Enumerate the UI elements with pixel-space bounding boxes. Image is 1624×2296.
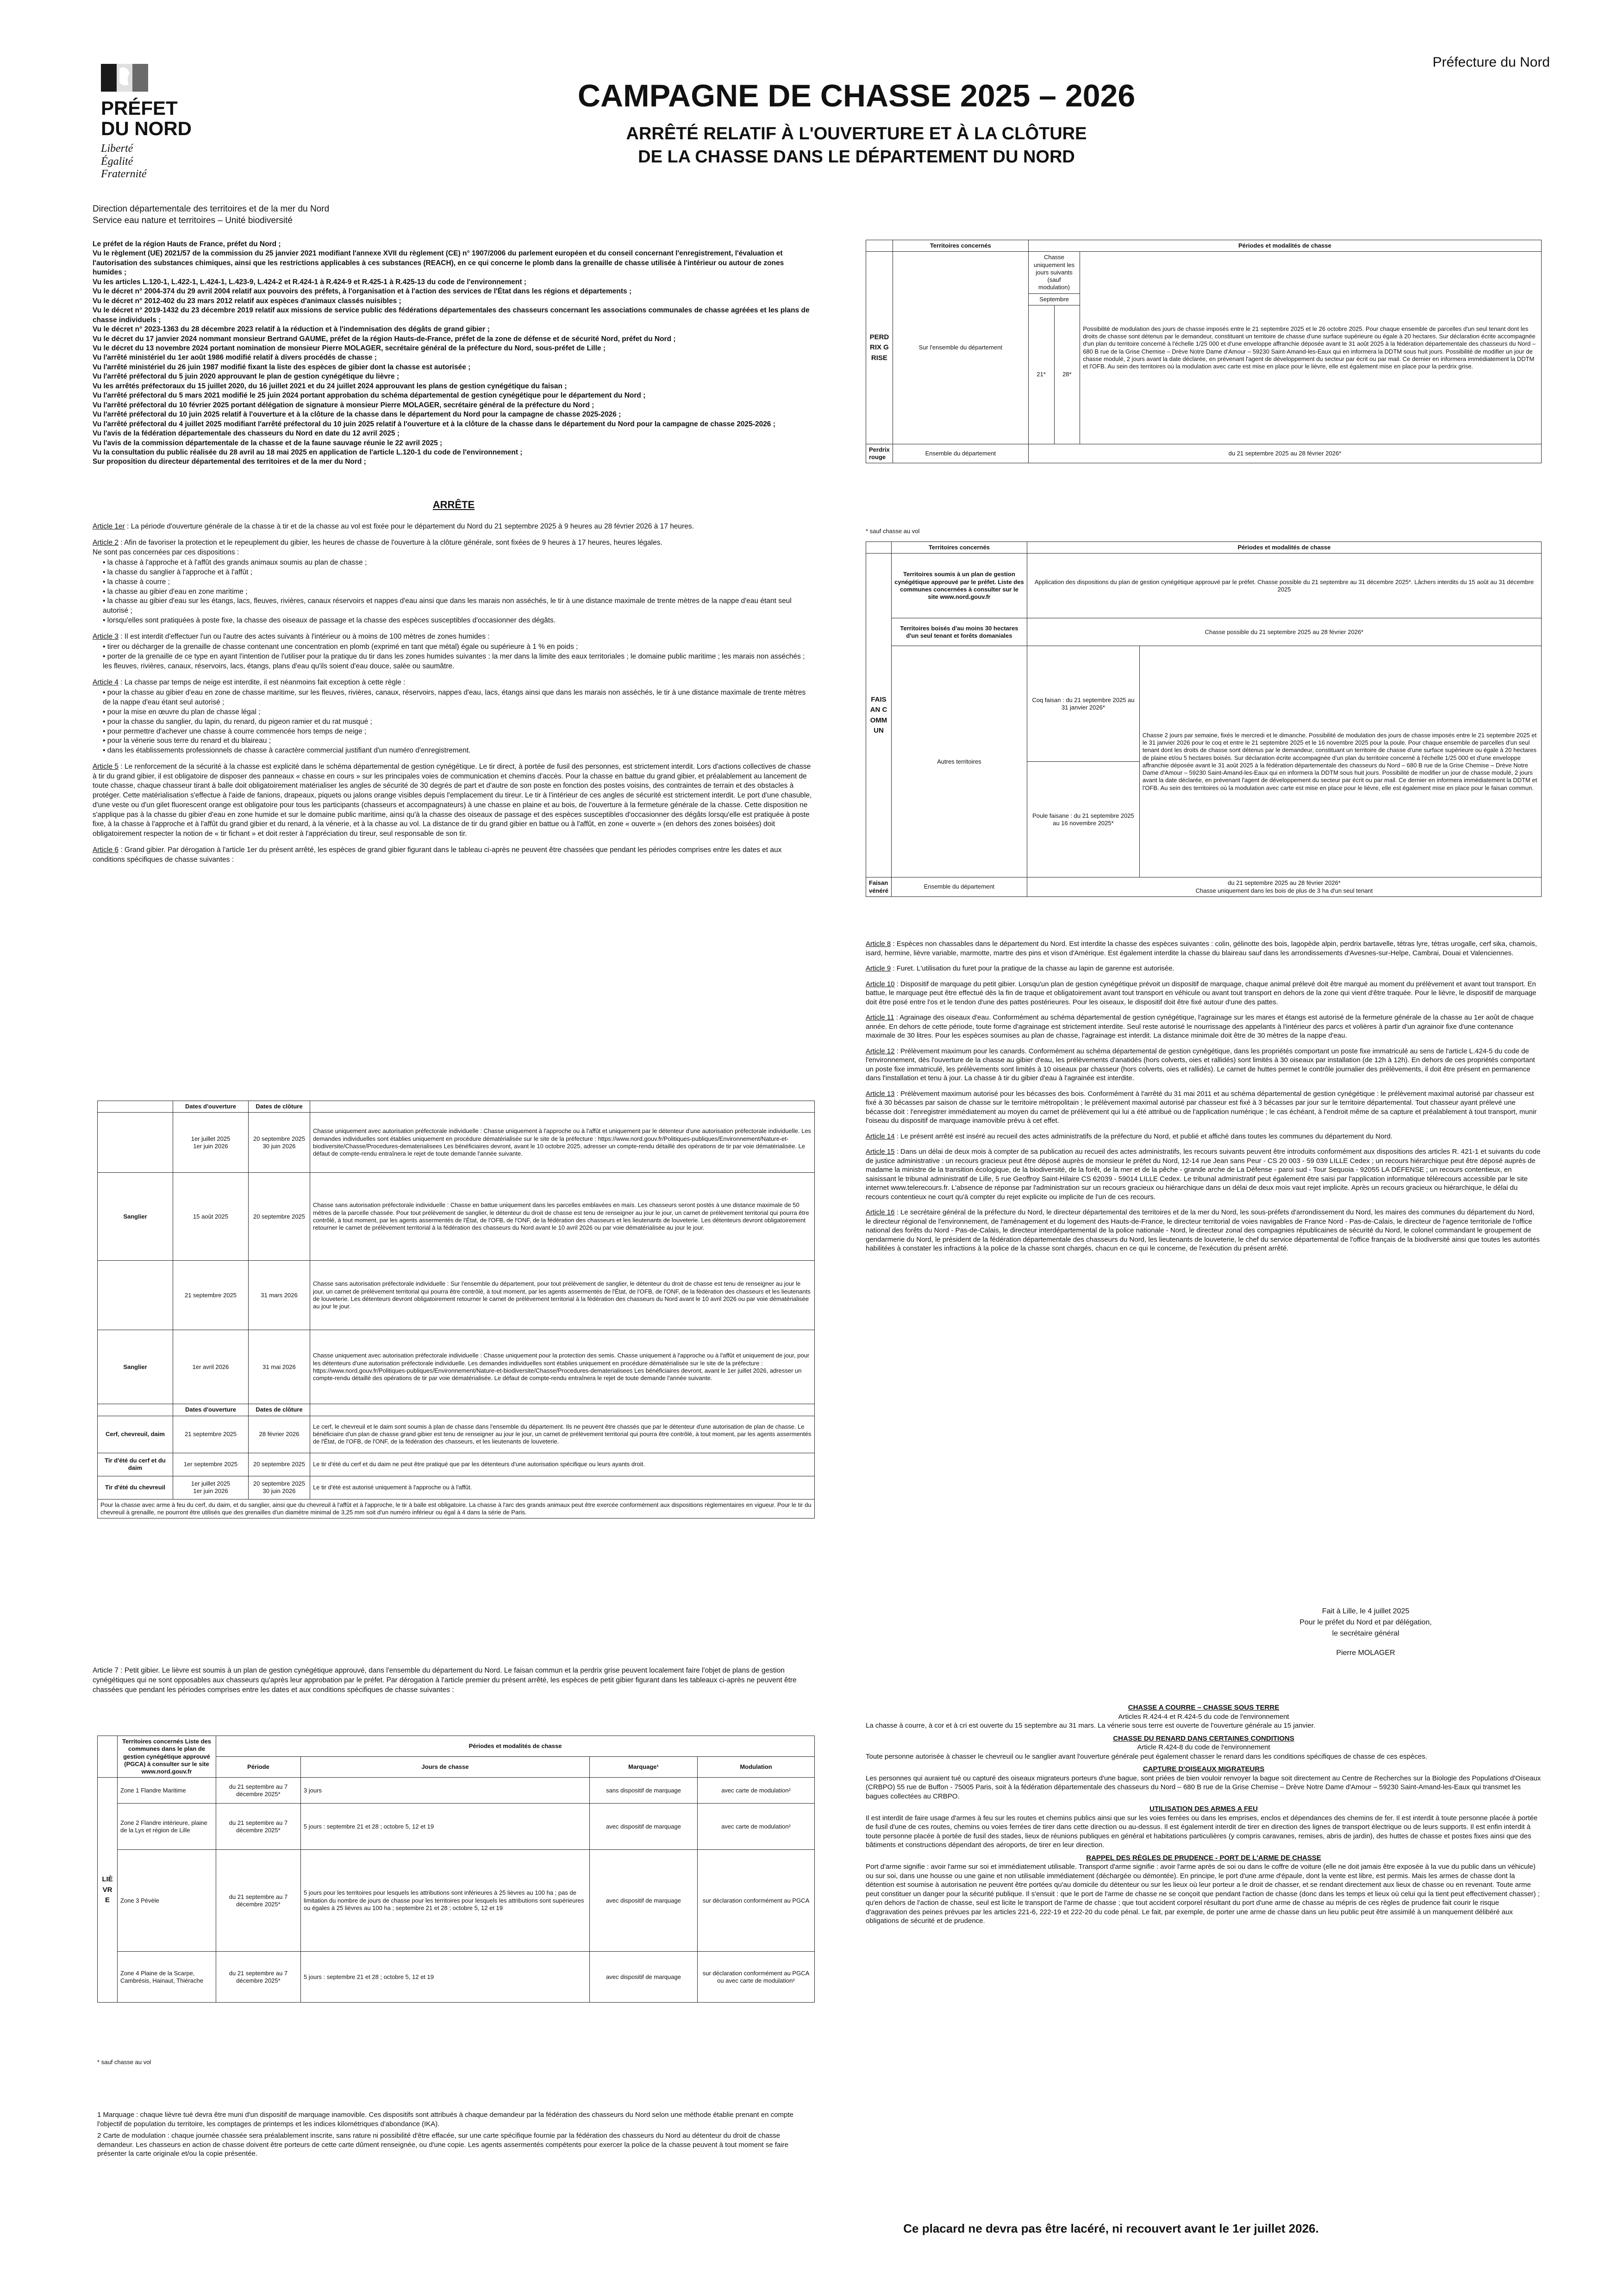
modulation-cell: avec carte de modulation² xyxy=(698,1778,815,1804)
article-4 xyxy=(93,678,815,756)
list-item: • la chasse à l'approche et à l'affût des grands animaux soumis au plan de chasse ; xyxy=(103,558,815,568)
article-title: Article 15 xyxy=(866,1148,895,1156)
signature-line2: le secrétaire général xyxy=(1332,1630,1399,1637)
species-cell: Sanglier xyxy=(98,1330,173,1404)
perdrix-table xyxy=(866,240,1542,463)
species-cell xyxy=(98,1113,173,1173)
article-title: Article 11 xyxy=(866,1014,894,1021)
table-row xyxy=(98,1261,815,1330)
close-date-cell: 20 septembre 2025 xyxy=(249,1453,310,1476)
species-cell: Tir d'été du chevreuil xyxy=(98,1476,173,1499)
periode-cell: du 21 septembre au 7 décembre 2025* xyxy=(216,1804,301,1850)
table-header xyxy=(866,240,893,252)
article-title: Article 6 xyxy=(93,846,119,854)
visa: Vu les arrêtés préfectoraux du 15 juillet 2020, du 16 juillet 2021 et du 24 juillet 2024 approuvant les plans de gestion cynégétique du faisan ; xyxy=(93,382,567,390)
page-subtitle1: ARRÊTÉ RELATIF À L'OUVERTURE ET À LA CLÔTURE xyxy=(626,124,1087,143)
zone-cell: Zone 3 Pévèle xyxy=(118,1850,216,1952)
marquage-cell: sans dispositif de marquage xyxy=(590,1778,698,1804)
table-row xyxy=(866,646,1542,762)
article-title: Article 8 xyxy=(866,940,891,948)
visa: Vu le décret n° 2023-1363 du 28 décembre 2023 relatif à la réduction et à l'indemnisation des dégâts de grand gibier ; xyxy=(93,325,490,334)
table-header xyxy=(310,1101,815,1113)
territory-cell: Ensemble du département xyxy=(893,444,1028,463)
visa: Vu l'arrêté ministériel du 26 juin 1987 modifié fixant la liste des espèces de gibier dont la chasse est autorisée ; xyxy=(93,363,471,371)
conditions-cell: Le cerf, le chevreuil et le daim sont soumis à plan de chasse dans l'ensemble du département. Ils ne peuvent être chassés que par le détenteur d'une autorisation de plan de chasse. Le bénéficiaire d'un plan de chasse grand gibier est tenu de renseigner au jour le jour, un carnet de prélèvement territorial qui pourra être contrôlé, à tout moment, par les agents assermentés de l'État, de l'OFB, de l'ONF, de la fédération des chasseurs, et les lieutenants de louveterie. xyxy=(310,1416,815,1453)
table-row xyxy=(98,1330,815,1404)
direction-line1: Direction départementale des territoires et de la mer du Nord xyxy=(93,204,330,214)
marquage-cell: avec dispositif de marquage xyxy=(590,1804,698,1850)
periode-cell: du 21 septembre au 7 décembre 2025* xyxy=(216,1850,301,1952)
species-label: FAISAN COMMUN xyxy=(866,554,892,877)
zone-cell: Zone 1 Flandre Maritime xyxy=(118,1778,216,1804)
table-header: Dates d'ouverture xyxy=(173,1101,249,1113)
conditions-cell: Le tir d'été est autorisé uniquement à l'approche ou à l'affût. xyxy=(310,1476,815,1499)
open-date-cell: 1er juillet 2025 1er juin 2026 xyxy=(173,1476,249,1499)
visa: Vu le décret n° 2019-1432 du 23 décembre 2019 relatif aux missions de service public des fédérations départementales des chasseurs concernant les associations communales de chasse agréées et les plans de chasse individuels ; xyxy=(93,306,810,324)
table-header: Jours de chasse xyxy=(301,1757,590,1778)
zone-cell: Zone 4 Plaine de la Scarpe, Cambrésis, Hainaut, Thiérache xyxy=(118,1952,216,2003)
species-cell: Tir d'été du cerf et du daim xyxy=(98,1453,173,1476)
modalites-cell: Chasse possible du 21 septembre 2025 au 28 février 2026* xyxy=(1027,618,1541,646)
visa: Vu le décret du 17 janvier 2024 nommant monsieur Bertrand GAUME, préfet de la région Hauts-de-France, préfet de la zone de défense et de sécurité Nord, préfet du Nord ; xyxy=(93,335,676,343)
table-row xyxy=(98,1850,815,1952)
annex-text: Les personnes qui auraient tué ou capturé des oiseaux migrateurs porteurs d'une bague, sont priées de bien vouloir renvoyer la bague soit directement au Centre de Recherches sur la Biologie des Populations d'Oiseaux (CRBPO) 55 rue de Buffon - 75005 Paris, soit à la fédération départementale des chasseurs du Nord – 680 B rue de la Grise Chemise – Drève Notre Dame d'Amour – 59230 Saint-Amand-les-Eaux qui transmet les bagues collectées au CRBPO. xyxy=(866,1774,1541,1800)
visa: Vu l'arrêté préfectoral du 10 juin 2025 relatif à l'ouverture et à la clôture de la chasse dans le département du Nord pour la campagne de chasse 2025-2026 ; xyxy=(93,411,621,419)
list-item: • la chasse du sanglier à l'approche et à l'affût ; xyxy=(103,568,815,578)
lievre-table xyxy=(97,1736,815,2003)
table-header: Modulation xyxy=(698,1757,815,1778)
page-title: CAMPAGNE DE CHASSE 2025 – 2026 xyxy=(577,78,1136,113)
visa: Vu la consultation du public réalisée du 28 avril au 18 mai 2025 en application de l'article L.120-1 du code de l'environnement ; xyxy=(93,448,523,456)
arrete-heading: ARRÊTE xyxy=(432,499,475,510)
jours-cell: 3 jours xyxy=(301,1778,590,1804)
article-text: : Il est interdit d'effectuer l'un ou l'autre des actes suivants à l'intérieur ou à moins de 100 mètres de zones humides : xyxy=(119,632,490,641)
prefecture-corner-label: Préfecture du Nord xyxy=(1432,55,1550,70)
list-item: • lorsqu'elles sont pratiquées à poste fixe, la chasse des oiseaux de passage et la chasse des espèces susceptibles d'occasionner des dégâts. xyxy=(103,616,815,626)
article-text: : Furet. L'utilisation du furet pour la pratique de la chasse au lapin de garenne est autorisée. xyxy=(891,964,1174,972)
signature-name: Pierre MOLAGER xyxy=(1336,1649,1395,1657)
article-10 xyxy=(866,980,1542,1007)
annex-section xyxy=(866,1734,1542,1761)
list-item: • pour la vénerie sous terre du renard et du blaireau ; xyxy=(103,736,815,746)
territory-cell: Autres territoires xyxy=(891,646,1027,877)
article-text: : Espèces non chassables dans le département du Nord. Est interdite la chasse des espèces suivantes : colin, gélinotte des bois, lagopède alpin, perdrix bartavelle, tétras lyre, tétras urogalle, cerf sika, chamois, isard, hermine, lièvre variable, marmotte, martre des pins et vison d'Amérique. Est également interdite la chasse du blaireau sauf dans les arrondissements d'Avesnes-sur-Helpe, Cambrai, Douai et Valenciennes. xyxy=(866,940,1537,957)
table-row xyxy=(866,554,1542,618)
article-title: Article 13 xyxy=(866,1089,895,1098)
marquage-cell: avec dispositif de marquage xyxy=(590,1952,698,2003)
article-16 xyxy=(866,1208,1542,1253)
species-cell xyxy=(98,1261,173,1330)
article-15 xyxy=(866,1147,1542,1201)
visa: Vu l'avis de la fédération départementale des chasseurs du Nord en date du 12 avril 2025 ; xyxy=(93,429,400,438)
table-header: Dates de clôture xyxy=(249,1101,310,1113)
table-row xyxy=(98,1778,815,1804)
visa: Vu l'avis de la commission départementale de la chasse et de la faune sauvage réunie le 22 avril 2025 ; xyxy=(93,439,443,447)
article-text: : Prélèvement maximum autorisé pour les bécasses des bois. Conformément à l'arrêté du 31 mai 2011 et au schéma départemental de gestion cynégétique : le prélèvement maximal autorisé par chasseur est fixé à 30 bécasses par saison de chasse sur le territoire métropolitain ; le prélèvement maximal autorisé par chasseur est fixé à 3 bécasses par jour sur le territoire départemental. Tout chasseur ayant prélevé une bécasse doit : l'enregistrer immédiatement au moyen du carnet de prélèvement qui lui a été attribué ou de l'application numérique ; le cas échéant, à l'endroit même de sa capture et préalablement à tout transport, munir l'oiseau du dispositif de marquage inamovible prévu à cet effet. xyxy=(866,1089,1537,1125)
visa: Vu l'arrêté préfectoral du 10 février 2025 portant délégation de signature à monsieur Pierre MOLAGER, secrétaire général de la préfecture du Nord ; xyxy=(93,401,594,409)
articles-right xyxy=(866,940,1542,1260)
article-text: : Grand gibier. Par dérogation à l'article 1er du présent arrêté, les espèces de grand gibier figurant dans le tableau ci-après ne peuvent être chassées que pendant les périodes comprises entre les dates et aux conditions spécifiques de chasse suivantes : xyxy=(93,846,782,864)
conditions-cell: Chasse sans autorisation préfectorale individuelle : Sur l'ensemble du département, pour tout prélèvement de sanglier, le détenteur du droit de chasse est tenu de renseigner au jour le jour, un carnet de prélèvement territorial qui pourra être contrôlé, à tout moment, par les agents assermentés de l'État, de l'OFB, de l'ONF, de la fédération des chasseurs et les lieutenants de louveterie. Les détenteurs devront obligatoirement retourner le carnet de prélèvement territorial à la fédération des chasseurs du Nord avant le 10 avril 2026 ou par voie dématérialisée au jour le jour. xyxy=(310,1261,815,1330)
list-item: • la chasse au gibier d'eau en zone maritime ; xyxy=(103,587,815,597)
table-header: Périodes et modalités de chasse xyxy=(1027,542,1541,554)
periode-cell: du 21 septembre au 7 décembre 2025* xyxy=(216,1778,301,1804)
visa: Sur proposition du directeur départemental des territoires et de la mer du Nord ; xyxy=(93,458,366,466)
territory-cell: Ensemble du département xyxy=(891,877,1027,897)
annex-heading: CHASSE DU RENARD DANS CERTAINES CONDITIONS xyxy=(1113,1734,1294,1742)
motto-liberte: Liberté xyxy=(101,143,133,155)
annex-heading: CAPTURE D'OISEAUX MIGRATEURS xyxy=(1143,1765,1265,1773)
annex-block xyxy=(866,1703,1542,1926)
open-date-cell: 21 septembre 2025 xyxy=(173,1261,249,1330)
venere-period: du 21 septembre 2025 au 28 février 2026* xyxy=(1228,879,1341,887)
annex-heading: RAPPEL DES RÈGLES DE PRUDENCE - PORT DE L'ARME DE CHASSE xyxy=(1086,1854,1321,1862)
articles-left xyxy=(93,522,815,871)
article-title: Article 10 xyxy=(866,980,895,988)
visa: Le préfet de la région Hauts de France, préfet du Nord ; xyxy=(93,240,281,248)
article-text: : Le présent arrêté est inséré au recueil des actes administratifs de la préfecture du Nord, et publié et affiché dans toutes les communes du département du Nord. xyxy=(894,1132,1393,1140)
article-text: : Agrainage des oiseaux d'eau. Conformément au schéma départemental de gestion cynégétique, l'agrainage sur les mares et étangs est autorisé de la fermeture générale de la chasse au 1er août de chaque année. En dehors de cette période, toute forme d'agrainage est strictement interdite. Seul reste autorisé le nourrissage des appelants à l'intérieur des parcs et volières à partir d'un agrainoir fixe d'une contenance maximale de 30 litres. Pour les espèces soumises au plan de chasse, l'agrainage est interdit. La distance minimale doit être de 30 mètres de la nappe d'eau. xyxy=(866,1014,1534,1039)
table-header: Territoires concernés xyxy=(891,542,1027,554)
grand-gibier-table xyxy=(97,1101,815,1518)
list-item: • pour permettre d'achever une chasse à courre commencée hors temps de neige ; xyxy=(103,727,815,737)
visa: Vu l'arrêté préfectoral du 5 juin 2020 approuvant le plan de gestion cynégétique du lièvre ; xyxy=(93,373,400,381)
article-13 xyxy=(866,1089,1542,1126)
territory-cell: Territoires soumis à un plan de gestion cynégétique approuvé par le préfet. Liste des communes concernées à consulter sur le site www.nord.gouv.fr xyxy=(891,554,1027,618)
marianne-logo xyxy=(101,59,152,96)
article-text: : Dispositif de marquage du petit gibier. Lorsqu'un plan de gestion cynégétique prévoit un dispositif de marquage, chaque animal prélevé doit être marqué au moment du prélèvement et avant tout transport. En battue, le marquage peut être effectué dès la fin de traque et obligatoirement avant tout transport en véhicule ou avant tout transport en dehors de la zone qui vient d'être traquée. Pour le lièvre, le dispositif de marquage doit être posé entre l'os et le tendon d'une des pattes postérieures. Pour les oiseaux, le dispositif doit être fixé autour d'une des pattes. xyxy=(866,980,1537,1006)
species-cell: Cerf, chevreuil, daim xyxy=(98,1416,173,1453)
species-label: PERDRIX GRISE xyxy=(866,252,893,444)
close-date-cell: 20 septembre 2025 xyxy=(249,1173,310,1261)
jours-cell: 5 jours : septembre 21 et 28 ; octobre 5, 12 et 19 xyxy=(301,1804,590,1850)
poule-cell: Poule faisane : du 21 septembre 2025 au 16 novembre 2025* xyxy=(1027,762,1139,877)
article-1 xyxy=(93,522,815,532)
annex-text: Toute personne autorisée à chasser le chevreuil ou le sanglier avant l'ouverture générale peut également chasser le renard dans les conditions spécifiques de chasse de ces espèces. xyxy=(866,1752,1427,1761)
article-7 xyxy=(93,1666,815,1695)
signature-block xyxy=(1250,1606,1481,1659)
page-subtitle2: DE LA CHASSE DANS LE DÉPARTEMENT DU NORD xyxy=(638,147,1075,167)
article-9 xyxy=(866,964,1542,973)
close-date-cell: 20 septembre 2025 30 juin 2026 xyxy=(249,1113,310,1173)
list-item: • tirer ou décharger de la grenaille de chasse contenant une concentration en plomb (exprimé en tant que métal) égale ou supérieure à 1 % en poids ; xyxy=(103,642,815,652)
article-14 xyxy=(866,1132,1542,1141)
sub-header: Chasse uniquement les jours suivants (sauf modulation) xyxy=(1028,252,1080,293)
article-6 xyxy=(93,846,815,865)
annex-subheading: Article R.424-8 du code de l'environnement xyxy=(1137,1743,1270,1751)
article-text: : Le renforcement de la sécurité à la chasse est explicité dans le schéma départemental de gestion cynégétique. Le tir direct, à portée de fusil des personnes, est strictement interdit. Lors d'actions collectives de chasse à tir du grand gibier, il est obligatoire de disposer des panneaux « chasse en cours » sur les principales voies de communication et chemins d'accès. Pour la chasse en battue du grand gibier, et préalablement au lancement de toute chasse, chaque chasseur tirant à balle doit obligatoirement matérialiser les angles de sécurité de 30 degrés de part et d'autre de son poste en fonction des postes voisins, des contraintes de terrain et des obstacles à protéger. Cette matérialisation s'effectue à l'aide de fanions, drapeaux, piquets ou jalons orange visibles depuis l'emplacement du tireur. Le tir à l'intérieur de ces angles de sécurité est strictement interdit. Le port d'une chasuble, d'une veste ou d'un gilet fluorescent orange est obligatoire pour tous les participants (chasseurs et accompagnateurs) à une chasse en plaine et au bois, de l'ouverture à la fermeture générale de la chasse. Cette disposition ne s'applique pas à la chasse du gibier d'eau en zone humide et sur le domaine public maritime, ainsi qu'à la chasse des oiseaux de passage et des espèces susceptibles d'occasionner des dégâts lorsqu'elle est pratiquée à poste fixe, à la chasse à l'approche et à l'affût du grand gibier et du renard, à la vénerie, et à la chasse au vol. La distance de tir du grand gibier en battue ou à l'affût, en zone « ouverte » (en dehors des zones boisées) doit obligatoirement respecter la notion de « tir fichant » et doit rester à l'appréciation du tireur, seul responsable de son tir. xyxy=(93,762,812,838)
open-date-cell: 1er juillet 2025 1er juin 2026 xyxy=(173,1113,249,1173)
signature-date: Fait à Lille, le 4 juillet 2025 xyxy=(1322,1607,1410,1615)
day-cell: 21* xyxy=(1028,305,1054,444)
footnote-modulation: 2 Carte de modulation : chaque journée chassée sera préalablement inscrite, sans rature ni possibilité d'être effacée, sur une carte spécifique fournie par la fédération des chasseurs du Nord au détenteur du droit de chasse demandeur. Les chasseurs en action de chasse doivent être porteurs de cette carte dûment renseignée, ou d'une copie. Les agents assermentés compétents pour exercer la police de la chasse peuvent à tout moment se faire présenter la carte originale et/ou la copie présentée. xyxy=(97,2132,788,2158)
article-title: Article 16 xyxy=(866,1208,895,1216)
modalites-cell: Possibilité de modulation des jours de chasse imposés entre le 21 septembre 2025 et le 26 octobre 2025. Pour chaque ensemble de parcelles d'un seul tenant dont les droits de chasse sont détenus par le demandeur, constituant un territoire de chasse d'une surface supérieure ou égale à 20 hectares. Sur déclaration écrite accompagnée d'un plan du territoire concerné à l'échelle 1/25 000 et d'une enveloppe affranchie déposée avant le 31 août 2025 à la fédération départementale des chasseurs du Nord – 680 B rue de la Grise Chemise – Drève Notre Dame d'Amour – 59230 Saint-Amand-les-Eaux qui en informera la DDTM sous huit jours. Possibilité de modifier un jour de chasse modulé, 2 jours avant la date déclarée, en prévenant l'agent de développement du secteur par écrit ou par mail. Ce dernier en informera immédiatement la DDTM et l'OFB. Au sein des territoires où la modulation avec carte est mise en place pour le lièvre, elle est également mise en place pour la perdrix grise. xyxy=(1080,252,1542,444)
table-row xyxy=(98,1499,815,1518)
open-date-cell: 15 août 2025 xyxy=(173,1173,249,1261)
table-header: Territoires concernés xyxy=(893,240,1028,252)
table-header: Dates de clôture xyxy=(249,1404,310,1416)
marquage-cell: avec dispositif de marquage xyxy=(590,1850,698,1952)
coq-cell: Coq faisan : du 21 septembre 2025 au 31 janvier 2026* xyxy=(1027,646,1139,762)
table-row xyxy=(98,1416,815,1453)
article-title: Article 4 xyxy=(93,678,119,686)
table-header: Dates d'ouverture xyxy=(173,1404,249,1416)
conditions-cell: Chasse sans autorisation préfectorale individuelle : Chasse en battue uniquement dans les parcelles emblavées en maïs. Les chasseurs seront postés à une distance maximale de 50 mètres de la parcelle chassée. Pour tout prélèvement de sanglier, le détenteur du droit de chasse est tenu de renseigner au jour le jour, un carnet de prélèvement territorial qui pourra être contrôlé, à tout moment, par les agents assermentés de l'État, de l'OFB, de l'ONF, de la fédération des chasseurs et les lieutenants de louveterie. Les détenteurs devront obligatoirement retourner le carnet de prélèvement territorial à la fédération des chasseurs du Nord avant le 10 avril 2026 ou par voie dématérialisée au jour le jour. xyxy=(310,1173,815,1261)
prefet-line2: DU NORD xyxy=(101,118,192,140)
table-header xyxy=(98,1736,118,1778)
annex-text: Il est interdit de faire usage d'armes à feu sur les routes et chemins publics ainsi que sur les voies ferrées ou dans les emprises, enclos et dépendances des chemins de fer. Il est interdit à toute personne placée à portée de fusil d'une de ces routes, chemins ou voies ferrées de tirer dans cette direction ou au-dessus. Il est également interdit de tirer en direction des lignes de transport électrique ou de leurs supports. Il est enfin interdit à toute personne placée à portée de fusil des stades, lieux de réunions publiques en général et habitations particulières (y compris caravanes, remises, abris de jardin), des huttes de chasse et postes fixes ainsi que des bâtiments et constructions dépendant des aéroports, de tirer en leur direction. xyxy=(866,1814,1538,1849)
table-row xyxy=(98,1113,815,1173)
list-item: • porter de la grenaille de ce type en ayant l'intention de l'utiliser pour la pratique du tir dans les zones humides suivantes : la mer dans la limite des eaux territoriales ; le domaine public maritime ; les marais non asséchés ; les fleuves, rivières, canaux, réservoirs, lacs, étangs, plans d'eau qu'ils soient d'eau douce, salée ou saumâtre. xyxy=(103,652,815,672)
close-date-cell: 31 mai 2026 xyxy=(249,1330,310,1404)
conditions-cell: Chasse uniquement avec autorisation préfectorale individuelle : Chasse uniquement pour la protection des semis. Chasse uniquement à l'approche ou à l'affût et uniquement de jour, pour les détenteurs d'une autorisation préfectorale individuelle. Les demandes individuelles sont établies uniquement en procédure dématérialisée sur le site de la préfecture : https://www.nord.gouv.fr/Politiques-publiques/Environnement/Nature-et-biodiversite/Chasse/Procedures-dematerialisees Les bénéficiaires devront, avant le 1er juillet 2026, adresser un compte-rendu détaillé des opérations de tir par voie dématérialisée. Le défaut de compte-rendu entraînera le rejet de toute demande l'année suivante. xyxy=(310,1330,815,1404)
table-row xyxy=(98,1476,815,1499)
table-header: Périodes et modalités de chasse xyxy=(1028,240,1541,252)
annex-heading: UTILISATION DES ARMES A FEU xyxy=(1149,1805,1258,1813)
article-title: Article 9 xyxy=(866,964,891,972)
month-cell: Septembre xyxy=(1028,293,1080,305)
species-cell: Sanglier xyxy=(98,1173,173,1261)
periode-cell: du 21 septembre au 7 décembre 2025* xyxy=(216,1952,301,2003)
article-title: Article 3 xyxy=(93,632,119,641)
article-text: : Petit gibier. Le lièvre est soumis à un plan de gestion cynégétique approuvé, dans l'ensemble du département du Nord. Le faisan commun et la perdrix grise peuvent localement faire l'objet de plans de gestion cynégétiques qui ne sont opposables aux chasseurs qu'après leur approbation par le préfet. Par dérogation à l'article premier du présent arrêté, les espèces de petit gibier figurant dans les tableaux ci-après ne peuvent être chassées que pendant les périodes comprises entre les dates et aux conditions spécifiques de chasse suivantes : xyxy=(93,1667,797,1694)
territory-cell: Sur l'ensemble du département xyxy=(893,252,1028,444)
annex-section xyxy=(866,1854,1542,1926)
annex-subheading: Articles R.424-4 et R.424-5 du code de l'environnement xyxy=(1118,1712,1289,1721)
modalites-cell: Application des dispositions du plan de gestion cynégétique approuvé par le préfet. Chasse possible du 21 septembre au 31 décembre 2025*. Lâchers interdits du 15 août au 31 décembre 2025 xyxy=(1027,554,1541,618)
close-date-cell: 28 février 2026 xyxy=(249,1416,310,1453)
zone-cell: Zone 2 Flandre intérieure, plaine de la Lys et région de Lille xyxy=(118,1804,216,1850)
article-sub: Ne sont pas concernées par ces dispositions : xyxy=(93,548,239,556)
annex-section xyxy=(866,1765,1542,1801)
grand-gibier-note: Pour la chasse avec arme à feu du cerf, du daim, et du sanglier, ainsi que du chevreuil à l'affût et à l'approche, le tir à balle est obligatoire. La chasse à l'arc des grands animaux peut être exercée conformément aux dispositions réglementaires en vigueur. Pour le tir du chevreuil à grenaille, ne pourront être utilisés que des grenailles d'un diamètre minimal de 3,25 mm soit d'un numéro inférieur ou égal à 4 dans la série de Paris. xyxy=(98,1499,815,1518)
species-label: Perdrix rouge xyxy=(866,444,893,463)
annex-text: Port d'arme signifie : avoir l'arme sur soi et immédiatement utilisable. Transport d'arme signifie : avoir l'arme après de soi ou dans le coffre de voiture (elle ne doit jamais être exposée à la vue du public dans un véhicule) ou sur soi, dans une housse ou une gaine et non utilisable immédiatement (déchargée ou démontée). En principe, le port d'une arme d'épaule, dont la vente est libre, est permis. Mais les armes de chasse dont la détention est soumise à autorisation ne peuvent être portées qu'au domicile du détenteur ou sur les lieux où leur porteur a le droit de chasser, et se rendant directement aux lieux de chasse ou en revenant. Toute arme peut constituer un danger pour la sécurité publique. Il s'ensuit : que le port de l'arme de chasse ne se conçoit que pendant l'action de chasse (donc dans les temps et lieux où celui qui la tient peut effectivement chasser) ; qu'en dehors de l'action de chasse, seul est licite le transport de l'arme de chasse ; que tout accident corporel résultant du port d'une arme de chasse au mépris de ces règles de prudence fait courir le risque d'aggravation des peines prévues par les articles 221-6, 222-19 et 222-20 du code pénal. Le fait, par exemple, de porter une arme de chasse dans un lieu public peut être assimilé à un manquement délibéré aux obligations de sécurité et de prudence. xyxy=(866,1863,1540,1925)
faisan-table xyxy=(866,541,1542,897)
period-cell xyxy=(1027,877,1541,897)
table-row xyxy=(866,618,1542,646)
article-5 xyxy=(93,762,815,839)
article-title: Article 14 xyxy=(866,1132,895,1140)
list-item: • la chasse à courre ; xyxy=(103,578,815,587)
conditions-cell: Le tir d'été du cerf et du daim ne peut être pratiqué que par les détenteurs d'une autorisation spécifique ou leurs ayants droit. xyxy=(310,1453,815,1476)
annex-heading: CHASSE A COURRE – CHASSE SOUS TERRE xyxy=(1128,1704,1280,1711)
table-header xyxy=(310,1404,815,1416)
table-row xyxy=(98,1453,815,1476)
annex-section xyxy=(866,1703,1542,1730)
article-text: : La période d'ouverture générale de la chasse à tir et de la chasse au vol est fixée pour le département du Nord du 21 septembre 2025 à 9 heures au 28 février 2026 à 17 heures. xyxy=(125,523,694,530)
article-3 xyxy=(93,632,815,672)
prefet-block xyxy=(101,98,192,181)
direction-line2: Service eau nature et territoires – Unité biodiversité xyxy=(93,215,293,225)
article-11 xyxy=(866,1013,1542,1040)
table-row xyxy=(866,877,1542,897)
motto-fraternite: Fraternité xyxy=(101,168,147,180)
footnotes xyxy=(97,2110,815,2159)
table-row xyxy=(866,252,1542,293)
open-date-cell: 21 septembre 2025 xyxy=(173,1416,249,1453)
visa: Vu l'arrêté préfectoral du 4 juillet 2025 modifiant l'arrêté préfectoral du 10 juin 2025 relatif à l'ouverture et à la clôture de la chasse dans le département du Nord pour la campagne de chasse 2025-2026 ; xyxy=(93,420,775,428)
article-title: Article 5 xyxy=(93,762,119,771)
modalites-cell: Chasse 2 jours par semaine, fixés le mercredi et le dimanche. Possibilité de modulation des jours de chasse imposés entre le 21 septembre 2025 et le 31 janvier 2026 pour le coq et entre le 21 septembre 2025 et le 16 novembre 2025 pour la poule. Pour chaque ensemble de parcelles d'un seul tenant dont les droits de chasse sont détenus par le demandeur, constituant un territoire de chasse d'une surface supérieure ou égale à 20 hectares de plaine et/ou 5 hectares boisés. Sur déclaration écrite accompagnée d'un plan du territoire concerné à l'échelle 1/25 000 et d'une enveloppe affranchie déposée avant le 31 août 2025 à la fédération départementale des chasseurs du Nord – 680 B rue de la Grise Chemise – Drève Notre Dame d'Amour – 59230 Saint-Amand-les-Eaux qui en informera la DDTM sous huit jours. Possibilité de modifier un jour de chasse modulé, 2 jours avant la date déclarée, en prévenant l'agent de développement du secteur par écrit ou par mail. Ce dernier en informera immédiatement la DDTM et l'OFB. Au sein des territoires où la modulation avec carte est mise en place pour le lièvre, elle est également mise en place pour le faisan commun. xyxy=(1139,646,1541,877)
table-header: Période xyxy=(216,1757,301,1778)
marianne-icon xyxy=(101,59,152,96)
close-date-cell: 31 mars 2026 xyxy=(249,1261,310,1330)
list-item: • pour la mise en œuvre du plan de chasse légal ; xyxy=(103,708,815,717)
annex-text: La chasse à courre, à cor et à cri est ouverte du 15 septembre au 31 mars. La vénerie sous terre est ouverte de l'ouverture générale au 15 janvier. xyxy=(866,1722,1315,1730)
article-12 xyxy=(866,1047,1542,1083)
list-item: • pour la chasse au gibier d'eau en zone de chasse maritime, sur les fleuves, rivières, canaux, réservoirs, nappes d'eau, lacs, étangs ainsi que dans les marais non asséchés, le tir à une distance maximale de trente mètres de la nappe d'eau étant seul autorisé ; xyxy=(103,688,815,708)
article-text: : Prélèvement maximum pour les canards. Conformément au schéma départemental de gestion cynégétique, dans les propriétés comportant un poste fixe immatriculé au sens de l'article L.424-5 du code de l'environnement, dès l'ouverture de la chasse au gibier d'eau, les prélèvements d'anatidés (hors colverts, oies et rallidés) sont limités à 30 oiseaux par installation (de 12h à 12h). En dehors de ces propriétés comportant un poste fixe immatriculé, les prélèvements sont limités à 10 oiseaux par chasseur (hors colverts, oies et rallidés). Le carnet de huttes permet le contrôle journalier des prélèvements, il doit être présent en permanence dans l'installation et tenu à jour. La chasse à tir du gibier d'eau à l'agrainée est interdite. xyxy=(866,1047,1535,1082)
visa: Vu le décret n° 2012-402 du 23 mars 2012 relatif aux espèces d'animaux classés nuisibles ; xyxy=(93,297,401,305)
species-label: Faisan vénéré xyxy=(866,877,892,897)
direction-block xyxy=(93,204,329,226)
article-text: : La chasse par temps de neige est interdite, il est néanmoins fait exception à cette règle : xyxy=(119,678,406,686)
list-item: • la chasse au gibier d'eau sur les étangs, lacs, fleuves, rivières, canaux réservoirs et nappes d'eau ainsi que dans les marais non asséchés, le tir à une distance maximale de trente mètres de la nappe d'eau étant seul autorisé ; xyxy=(103,597,815,616)
period-cell: du 21 septembre 2025 au 28 février 2026* xyxy=(1028,444,1541,463)
bottom-notice: Ce placard ne devra pas être lacéré, ni recouvert avant le 1er juillet 2026. xyxy=(903,2221,1319,2235)
prefet-line1: PRÉFET xyxy=(101,97,178,119)
modulation-cell: sur déclaration conformément au PGCA xyxy=(698,1850,815,1952)
article-title: Article 12 xyxy=(866,1047,895,1055)
day-cell: 28* xyxy=(1054,305,1080,444)
article-text: : Afin de favoriser la protection et le repeuplement du gibier, les heures de chasse de l'ouverture à la clôture générale, sont fixées de 9 heures à 17 heures, heures légales. xyxy=(119,538,662,547)
visa: Vu le règlement (UE) 2021/57 de la commission du 25 janvier 2021 modifiant l'annexe XVII du règlement (CE) n° 1907/2006 du parlement européen et du conseil concernant l'enregistrement, l'évaluation et l'autorisation des substances chimiques, ainsi que les restrictions applicables à ces substances (REACH), en ce qui concerne le plomb dans la grenaille de chasse utilisée à l'intérieur ou autour de zones humides ; xyxy=(93,249,784,277)
list-item: • dans les établissements professionnels de chasse à caractère commercial justifiant d'un numéro d'enregistrement. xyxy=(103,746,815,756)
table-row xyxy=(98,1804,815,1850)
modulation-cell: avec carte de modulation² xyxy=(698,1804,815,1850)
jours-cell: 5 jours pour les territoires pour lesquels les attributions sont inférieures à 25 lièvres au 100 ha ; pas de limitation du nombre de jours de chasse pour les territoires pour lesquels les attributions sont supérieures ou égales à 25 lièvres au 100 ha ; septembre 21 et 28 ; octobre 5, 12 et 19 xyxy=(301,1850,590,1952)
footnote-marquage: 1 Marquage : chaque lièvre tué devra être muni d'un dispositif de marquage inamovible. Ces dispositifs sont attribués à chaque demandeur par la fédération des chasseurs du Nord selon une méthode établie prenant en compte l'objectif de population du territoire, les comptages de printemps et les indices kilométriques d'abondance (IKA). xyxy=(97,2111,793,2128)
visa: Vu le décret n° 2004-374 du 29 avril 2004 relatif aux pouvoirs des préfets, à l'organisation et à l'action des services de l'État dans les régions et départements ; xyxy=(93,287,632,296)
visas-block xyxy=(93,240,815,467)
article-title: Article 1er xyxy=(93,523,125,530)
venere-note: Chasse uniquement dans les bois de plus de 3 ha d'un seul tenant xyxy=(1195,887,1373,894)
article-text: : Le secrétaire général de la préfecture du Nord, le directeur départemental des territoires et de la mer du Nord, les sous-préfets d'arrondissement du Nord, les maires des communes du département du Nord, le directeur régional de l'environnement, de l'aménagement et du logement des Hauts-de-France, le directeur territorial de voies navigables de France Nord - Pas-de-Calais, le directeur de l'agence territoriale de l'office national des forêts du Nord - Pas-de-Calais, le directeur interdépartemental de la police nationale - Nord, le directeur zonal des compagnies républicaines de sécurité du Nord, le colonel commandant le groupement de gendarmerie du Nord, le président de la fédération départementale des chasseurs du Nord, les lieutenants de louveterie, le chef du service départemental de l'office français de la biodiversité ainsi que toutes les autorités habilitées à constater les infractions à la police de la chasse sont chargés, chacun en ce qui le concerne, de l'exécution du présent arrêté. xyxy=(866,1208,1540,1252)
species-label: LIÈVRE xyxy=(98,1778,118,2003)
perdrix-note: * sauf chasse au vol xyxy=(866,528,920,535)
signature-line1: Pour le préfet du Nord et par délégation, xyxy=(1299,1618,1432,1626)
close-date-cell: 20 septembre 2025 30 juin 2026 xyxy=(249,1476,310,1499)
annex-section xyxy=(866,1804,1542,1850)
jours-cell: 5 jours : septembre 21 et 28 ; octobre 5, 12 et 19 xyxy=(301,1952,590,2003)
article-title: Article 7 xyxy=(93,1667,119,1674)
table-header: Périodes et modalités de chasse xyxy=(216,1736,815,1757)
open-date-cell: 1er avril 2026 xyxy=(173,1330,249,1404)
table-header xyxy=(98,1101,173,1113)
table-header: Marquage¹ xyxy=(590,1757,698,1778)
table-header xyxy=(98,1404,173,1416)
table-row xyxy=(866,444,1542,463)
article-2 xyxy=(93,538,815,626)
visa: Vu l'arrêté préfectoral du 5 mars 2021 modifié le 25 juin 2024 portant approbation du schéma départemental de gestion cynégétique pour le département du Nord ; xyxy=(93,392,646,400)
motto-egalite: Égalité xyxy=(101,155,133,168)
table-header xyxy=(866,542,892,554)
table-header: Territoires concernés Liste des communes dans le plan de gestion cynégétique approuvé (PGCA) à consulter sur le site www.nord.gouv.fr xyxy=(118,1736,216,1778)
modulation-cell: sur déclaration conformément au PGCA ou avec carte de modulation² xyxy=(698,1952,815,2003)
lievre-note: * sauf chasse au vol xyxy=(97,2059,151,2066)
open-date-cell: 1er septembre 2025 xyxy=(173,1453,249,1476)
table-row xyxy=(98,1952,815,2003)
table-row xyxy=(98,1173,815,1261)
conditions-cell: Chasse uniquement avec autorisation préfectorale individuelle : Chasse uniquement à l'approche ou à l'affût et uniquement par le détenteur d'une autorisation préfectorale individuelle. Les demandes individuelles sont établies uniquement en procédure dématérialisée sur le site de la préfecture : https://www.nord.gouv.fr/Politiques-publiques/Environnement/Nature-et-biodiversite/Chasse/Procedures-dematerialisees Les bénéficiaires devront, avant le 10 octobre 2025, adresser un compte-rendu détaillé des opérations de tir par voie dématérialisée. Le défaut de compte-rendu entraînera le rejet de toute demande l'année suivante. xyxy=(310,1113,815,1173)
article-8 xyxy=(866,940,1542,958)
visa: Vu les articles L.120-1, L.422-1, L.424-1, L.423-9, L.424-2 et R.424-1 à R.424-9 et R.425-1 à R.425-13 du code de l'environnement ; xyxy=(93,278,526,286)
territory-cell: Territoires boisés d'au moins 30 hectares d'un seul tenant et forêts domaniales xyxy=(891,618,1027,646)
article-title: Article 2 xyxy=(93,538,119,547)
visa: Vu le décret du 13 novembre 2024 portant nomination de monsieur Pierre MOLAGER, secrétaire général de la préfecture du Nord, sous-préfet de Lille ; xyxy=(93,344,606,352)
visa: Vu l'arrêté ministériel du 1er août 1986 modifié relatif à divers procédés de chasse ; xyxy=(93,354,377,362)
article-text: : Dans un délai de deux mois à compter de sa publication au recueil des actes administratifs, les recours suivants peuvent être introduits conformément aux dispositions des articles R. 421-1 et suivants du code de justice administrative : un recours gracieux peut être déposé auprès de monsieur le préfet du Nord, 12-14 rue Jean sans Peur - CS 20 003 - 59 039 LILLE Cedex ; un recours hiérarchique peut être déposé auprès de madame la ministre de la transition écologique, de la biodiversité, de la forêt, de la mer et de la pêche - grande arche de La Défense - paroi sud - Tour Sequoia - 92055 LA DÉFENSE ; un recours contentieux, en saisissant le tribunal administratif de Lille, 5 rue Geoffroy Saint-Hilaire CS 62039 - 59014 LILLE Cedex. Le tribunal administratif peut également être saisi par l'application informatique télérecours accessible par le site internet www.telerecours.fr. L'absence de réponse par l'administration sur un recours gracieux ou hiérarchique dans un délai de deux mois vaut rejet implicite. Après un recours gracieux ou hiérarchique, le délai du recours contentieux ne court qu'à compter du rejet explicite ou implicite de l'un de ces recours. xyxy=(866,1148,1541,1201)
list-item: • pour la chasse du sanglier, du lapin, du renard, du pigeon ramier et du rat musqué ; xyxy=(103,717,815,727)
